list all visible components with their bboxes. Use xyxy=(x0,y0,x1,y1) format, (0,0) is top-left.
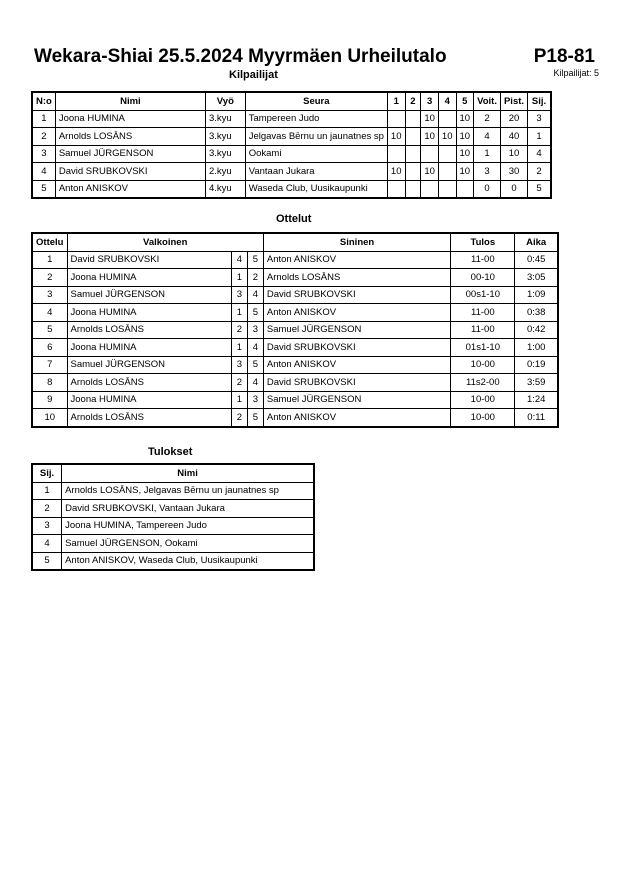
match-wn: 3 xyxy=(231,356,247,374)
competitor-name: Arnolds LOSĀNS xyxy=(55,128,205,146)
competitor-place: 2 xyxy=(528,163,551,181)
competitor-no: 5 xyxy=(32,180,55,198)
match-no: 9 xyxy=(32,391,67,409)
match-wn: 2 xyxy=(231,321,247,339)
match-bn: 4 xyxy=(247,339,263,357)
competitor-r3: 10 xyxy=(421,128,439,146)
match-row xyxy=(32,321,558,339)
match-blue: David SRUBKOVSKI xyxy=(263,374,450,392)
match-no: 2 xyxy=(32,269,67,287)
competitor-row xyxy=(32,110,551,128)
result-place: 2 xyxy=(32,500,62,518)
competitor-no: 4 xyxy=(32,163,55,181)
match-wn: 3 xyxy=(231,286,247,304)
competitor-name: Anton ANISKOV xyxy=(55,180,205,198)
match-no: 5 xyxy=(32,321,67,339)
match-white: Arnolds LOSĀNS xyxy=(67,409,231,427)
match-bn: 4 xyxy=(247,286,263,304)
match-time: 0:42 xyxy=(515,321,558,339)
competitor-r3: 10 xyxy=(421,163,439,181)
column-header: 1 xyxy=(387,92,405,110)
competitor-name: David SRUBKOVSKI xyxy=(55,163,205,181)
match-result: 00s1-10 xyxy=(451,286,515,304)
page-title: Wekara-Shiai 25.5.2024 Myyrmäen Urheilutalo xyxy=(34,46,447,67)
match-wn: 1 xyxy=(231,339,247,357)
match-row xyxy=(32,304,558,322)
competitor-r3 xyxy=(421,180,439,198)
match-blue: Samuel JÜRGENSON xyxy=(263,391,450,409)
competitor-name: Samuel JÜRGENSON xyxy=(55,145,205,163)
match-result: 10-00 xyxy=(451,409,515,427)
match-white: Joona HUMINA xyxy=(67,391,231,409)
competitor-belt: 3.kyu xyxy=(205,110,245,128)
match-white: Joona HUMINA xyxy=(67,339,231,357)
competitor-r5 xyxy=(456,180,474,198)
competitor-r3 xyxy=(421,145,439,163)
column-header: Nimi xyxy=(55,92,205,110)
match-row xyxy=(32,286,558,304)
match-no: 4 xyxy=(32,304,67,322)
competitors-count: Kilpailijat: 5 xyxy=(553,68,599,78)
competitor-points: 30 xyxy=(500,163,527,181)
match-row xyxy=(32,339,558,357)
match-wn: 1 xyxy=(231,391,247,409)
competitor-points: 20 xyxy=(500,110,527,128)
match-row xyxy=(32,374,558,392)
match-row xyxy=(32,251,558,269)
match-white: Arnolds LOSĀNS xyxy=(67,374,231,392)
match-white: Samuel JÜRGENSON xyxy=(67,286,231,304)
match-blue: David SRUBKOVSKI xyxy=(263,339,450,357)
match-white: Joona HUMINA xyxy=(67,304,231,322)
result-name: Joona HUMINA, Tampereen Judo xyxy=(62,517,314,535)
match-time: 0:19 xyxy=(515,356,558,374)
match-white: David SRUBKOVSKI xyxy=(67,251,231,269)
result-name: Anton ANISKOV, Waseda Club, Uusikaupunki xyxy=(62,552,314,570)
result-name: Arnolds LOSĀNS, Jelgavas Bērnu un jaunatnes sp xyxy=(62,482,314,500)
competitor-place: 5 xyxy=(528,180,551,198)
match-time: 0:45 xyxy=(515,251,558,269)
competitor-points: 10 xyxy=(500,145,527,163)
column-header: Sininen xyxy=(263,233,450,251)
match-result: 10-00 xyxy=(451,356,515,374)
column-header: Nimi xyxy=(62,464,314,482)
competitors-heading: Kilpailijat xyxy=(229,69,278,81)
match-white: Joona HUMINA xyxy=(67,269,231,287)
result-row xyxy=(32,517,314,535)
result-name: David SRUBKOVSKI, Vantaan Jukara xyxy=(62,500,314,518)
competitor-r5: 10 xyxy=(456,128,474,146)
column-header: 3 xyxy=(421,92,439,110)
result-place: 1 xyxy=(32,482,62,500)
competitor-row xyxy=(32,145,551,163)
match-row xyxy=(32,269,558,287)
result-row xyxy=(32,535,314,553)
competitor-r1: 10 xyxy=(387,128,405,146)
column-header: Sij. xyxy=(32,464,62,482)
column-header: Ottelu xyxy=(32,233,67,251)
match-bn: 2 xyxy=(247,269,263,287)
competitor-no: 2 xyxy=(32,128,55,146)
match-result: 11s2-00 xyxy=(451,374,515,392)
match-wn: 1 xyxy=(231,304,247,322)
category-code: P18-81 xyxy=(533,46,595,67)
column-header: Seura xyxy=(245,92,387,110)
match-wn: 1 xyxy=(231,269,247,287)
match-blue: Anton ANISKOV xyxy=(263,304,450,322)
column-header: 5 xyxy=(456,92,474,110)
column-header: 2 xyxy=(405,92,421,110)
column-header: Aika xyxy=(515,233,558,251)
match-no: 6 xyxy=(32,339,67,357)
match-bn: 4 xyxy=(247,374,263,392)
column-header: Valkoinen xyxy=(67,233,263,251)
result-row xyxy=(32,500,314,518)
competitor-name: Joona HUMINA xyxy=(55,110,205,128)
match-wn: 2 xyxy=(231,409,247,427)
match-blue: David SRUBKOVSKI xyxy=(263,286,450,304)
match-white: Arnolds LOSĀNS xyxy=(67,321,231,339)
competitor-r1 xyxy=(387,180,405,198)
column-header: Vyö xyxy=(205,92,245,110)
competitor-r1 xyxy=(387,145,405,163)
competitor-row xyxy=(32,128,551,146)
match-wn: 4 xyxy=(231,251,247,269)
matches-heading: Ottelut xyxy=(276,213,312,225)
competitor-r4 xyxy=(438,163,456,181)
competitor-r4 xyxy=(438,180,456,198)
competitor-r4 xyxy=(438,145,456,163)
match-no: 7 xyxy=(32,356,67,374)
competitor-club: Tampereen Judo xyxy=(245,110,387,128)
competitor-r3: 10 xyxy=(421,110,439,128)
competitor-club: Waseda Club, Uusikaupunki xyxy=(245,180,387,198)
match-time: 1:24 xyxy=(515,391,558,409)
match-time: 0:38 xyxy=(515,304,558,322)
match-row xyxy=(32,409,558,427)
competitor-r2 xyxy=(405,128,421,146)
competitor-r2 xyxy=(405,180,421,198)
result-name: Samuel JÜRGENSON, Ookami xyxy=(62,535,314,553)
competitor-wins: 2 xyxy=(474,110,501,128)
competitor-belt: 2.kyu xyxy=(205,163,245,181)
result-place: 4 xyxy=(32,535,62,553)
match-bn: 3 xyxy=(247,391,263,409)
match-no: 8 xyxy=(32,374,67,392)
competitor-belt: 3.kyu xyxy=(205,145,245,163)
competitor-wins: 1 xyxy=(474,145,501,163)
competitor-row xyxy=(32,180,551,198)
competitor-wins: 3 xyxy=(474,163,501,181)
result-place: 5 xyxy=(32,552,62,570)
match-bn: 5 xyxy=(247,304,263,322)
result-place: 3 xyxy=(32,517,62,535)
competitor-r2 xyxy=(405,110,421,128)
matches-table xyxy=(31,232,559,428)
match-time: 0:11 xyxy=(515,409,558,427)
match-blue: Samuel JÜRGENSON xyxy=(263,321,450,339)
competitor-r1: 10 xyxy=(387,163,405,181)
competitor-belt: 3.kyu xyxy=(205,128,245,146)
competitor-points: 40 xyxy=(500,128,527,146)
match-time: 3:59 xyxy=(515,374,558,392)
match-result: 01s1-10 xyxy=(451,339,515,357)
competitor-club: Ookami xyxy=(245,145,387,163)
competitor-club: Jelgavas Bērnu un jaunatnes sp xyxy=(245,128,387,146)
match-time: 1:09 xyxy=(515,286,558,304)
results-heading: Tulokset xyxy=(148,446,193,458)
competitor-r2 xyxy=(405,163,421,181)
match-result: 00-10 xyxy=(451,269,515,287)
match-blue: Anton ANISKOV xyxy=(263,356,450,374)
competitor-r5: 10 xyxy=(456,145,474,163)
competitor-wins: 0 xyxy=(474,180,501,198)
match-result: 11-00 xyxy=(451,321,515,339)
match-result: 10-00 xyxy=(451,391,515,409)
column-header: 4 xyxy=(438,92,456,110)
column-header: N:o xyxy=(32,92,55,110)
match-time: 1:00 xyxy=(515,339,558,357)
match-time: 3:05 xyxy=(515,269,558,287)
competitor-points: 0 xyxy=(500,180,527,198)
column-header: Voit. xyxy=(474,92,501,110)
match-no: 1 xyxy=(32,251,67,269)
competitor-row xyxy=(32,163,551,181)
match-bn: 5 xyxy=(247,409,263,427)
match-bn: 5 xyxy=(247,251,263,269)
competitor-r5: 10 xyxy=(456,163,474,181)
competitor-r4 xyxy=(438,110,456,128)
competitor-belt: 4.kyu xyxy=(205,180,245,198)
competitor-no: 3 xyxy=(32,145,55,163)
match-row xyxy=(32,391,558,409)
column-header: Tulos xyxy=(451,233,515,251)
competitor-r4: 10 xyxy=(438,128,456,146)
match-no: 3 xyxy=(32,286,67,304)
results-table xyxy=(31,463,315,571)
column-header: Sij. xyxy=(528,92,551,110)
result-row xyxy=(32,552,314,570)
result-row xyxy=(32,482,314,500)
match-blue: Anton ANISKOV xyxy=(263,409,450,427)
match-no: 10 xyxy=(32,409,67,427)
column-header: Pist. xyxy=(500,92,527,110)
competitor-place: 4 xyxy=(528,145,551,163)
match-bn: 3 xyxy=(247,321,263,339)
match-bn: 5 xyxy=(247,356,263,374)
competitor-place: 1 xyxy=(528,128,551,146)
match-blue: Arnolds LOSĀNS xyxy=(263,269,450,287)
competitor-place: 3 xyxy=(528,110,551,128)
competitor-r2 xyxy=(405,145,421,163)
competitor-r1 xyxy=(387,110,405,128)
match-white: Samuel JÜRGENSON xyxy=(67,356,231,374)
match-wn: 2 xyxy=(231,374,247,392)
match-result: 11-00 xyxy=(451,304,515,322)
competitor-wins: 4 xyxy=(474,128,501,146)
competitor-club: Vantaan Jukara xyxy=(245,163,387,181)
match-result: 11-00 xyxy=(451,251,515,269)
match-row xyxy=(32,356,558,374)
competitors-table xyxy=(31,91,552,199)
competitor-r5: 10 xyxy=(456,110,474,128)
match-blue: Anton ANISKOV xyxy=(263,251,450,269)
competitor-no: 1 xyxy=(32,110,55,128)
